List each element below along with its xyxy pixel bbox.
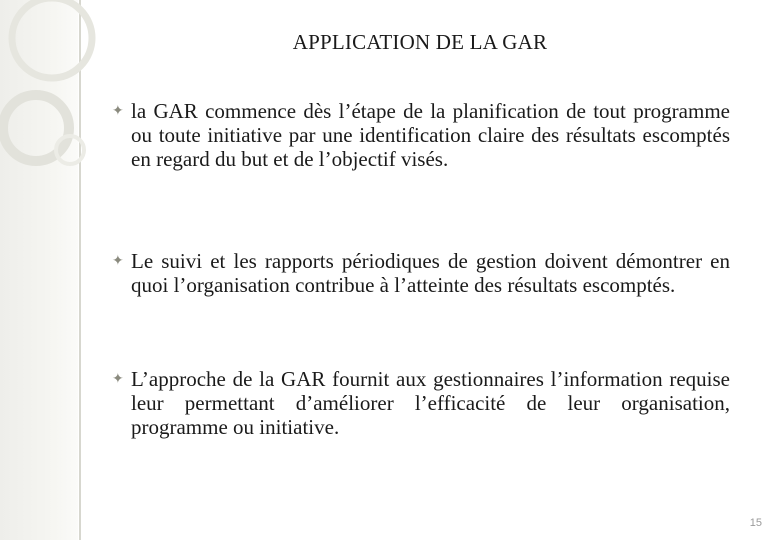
bullet-text: la GAR commence dès l’étape de la planification de tout programme ou toute initiative par une identification claire des résultats escomptés en regard du but et de l’objectif visés. [131, 99, 730, 171]
bullet-item [112, 367, 730, 439]
decorative-bullet-icon: ✦ [112, 371, 124, 387]
page-number: 15 [749, 517, 762, 529]
bullet-item [112, 99, 730, 171]
decorative-bullet-icon: ✦ [112, 103, 124, 119]
bullet-text: L’approche de la GAR fournit aux gestionnaires l’information requise leur permettant d’améliorer l’efficacité de leur organisation, programme ou initiative. [131, 367, 730, 439]
decorative-bullet-icon: ✦ [112, 253, 124, 269]
bullet-item [112, 249, 730, 297]
slide-title: APPLICATION DE LA GAR [292, 30, 548, 54]
bullet-text: Le suivi et les rapports périodiques de gestion doivent démontrer en quoi l’organisation contribue à l’atteinte des résultats escomptés. [131, 249, 730, 297]
